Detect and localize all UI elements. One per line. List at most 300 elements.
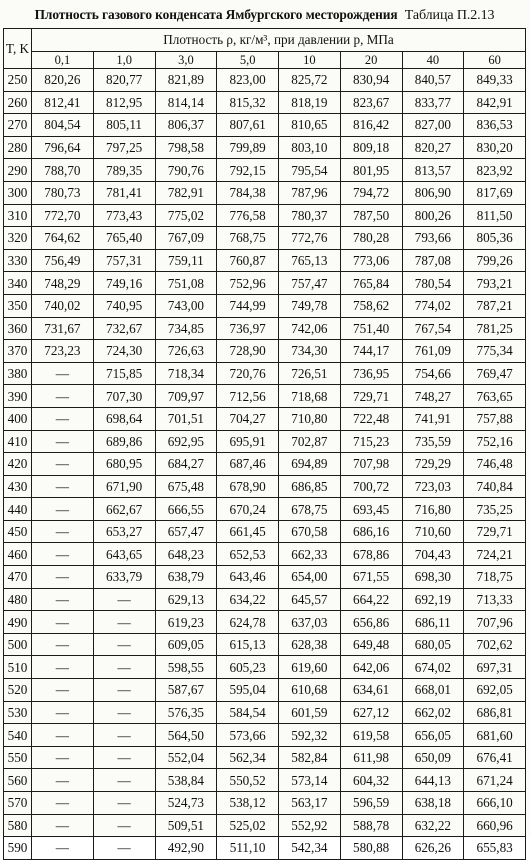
density-cell: 695,91 <box>217 430 279 453</box>
density-cell: 801,95 <box>340 159 402 182</box>
temperature-cell: 350 <box>4 294 32 317</box>
density-cell: 752,16 <box>464 430 526 453</box>
table-row <box>4 294 526 317</box>
density-cell: 644,13 <box>402 769 464 792</box>
density-cell: 809,18 <box>340 136 402 159</box>
density-cell: 729,29 <box>402 453 464 476</box>
density-cell: 849,33 <box>464 69 526 92</box>
density-cell: 723,23 <box>32 340 94 363</box>
density-cell: 707,96 <box>464 611 526 634</box>
density-cell: 563,17 <box>279 792 341 815</box>
density-cell: 680,05 <box>402 633 464 656</box>
table-body <box>4 69 526 860</box>
density-cell: 664,22 <box>340 588 402 611</box>
density-cell: — <box>93 724 155 747</box>
density-cell: 707,30 <box>93 385 155 408</box>
density-cell: 680,95 <box>93 453 155 476</box>
density-cell: 662,02 <box>402 701 464 724</box>
density-cell: 813,57 <box>402 159 464 182</box>
table-row <box>4 656 526 679</box>
density-cell: 734,30 <box>279 340 341 363</box>
density-cell: 757,47 <box>279 272 341 295</box>
density-cell: 842,91 <box>464 91 526 114</box>
density-cell: 749,78 <box>279 294 341 317</box>
density-cell: — <box>32 769 94 792</box>
temperature-cell: 290 <box>4 159 32 182</box>
density-cell: — <box>93 633 155 656</box>
density-cell: 634,22 <box>217 588 279 611</box>
density-cell: — <box>93 611 155 634</box>
density-cell: 619,23 <box>155 611 217 634</box>
density-cell: — <box>32 588 94 611</box>
density-cell: — <box>32 701 94 724</box>
table-row <box>4 633 526 656</box>
pressure-header: 10 <box>279 52 341 69</box>
density-cell: 736,95 <box>340 362 402 385</box>
density-cell: 648,23 <box>155 543 217 566</box>
density-cell: 704,27 <box>217 407 279 430</box>
density-cell: 726,63 <box>155 340 217 363</box>
density-cell: 723,03 <box>402 475 464 498</box>
table-row <box>4 362 526 385</box>
density-cell: 692,95 <box>155 430 217 453</box>
density-cell: 780,73 <box>32 181 94 204</box>
density-cell: 715,85 <box>93 362 155 385</box>
table-row <box>4 272 526 295</box>
table-row <box>4 543 526 566</box>
density-cell: 758,62 <box>340 294 402 317</box>
table-title: Плотность газового конденсата Ямбургского месторождения <box>34 7 398 22</box>
density-cell: — <box>32 543 94 566</box>
table-row <box>4 701 526 724</box>
density-cell: — <box>32 407 94 430</box>
density-cell: 744,17 <box>340 340 402 363</box>
density-cell: 698,30 <box>402 566 464 589</box>
density-cell: — <box>32 498 94 521</box>
density-cell: 598,55 <box>155 656 217 679</box>
density-cell: 678,86 <box>340 543 402 566</box>
density-cell: 788,70 <box>32 159 94 182</box>
table-number-label: Таблица П.2.13 <box>404 8 495 23</box>
density-cell: 742,06 <box>279 317 341 340</box>
density-cell: 686,81 <box>464 701 526 724</box>
density-cell: 573,66 <box>217 724 279 747</box>
density-cell: 794,72 <box>340 181 402 204</box>
density-cell: 793,66 <box>402 227 464 250</box>
row-header-temperature: T, K <box>4 29 32 69</box>
density-cell: 805,36 <box>464 227 526 250</box>
density-cell: 654,00 <box>279 566 341 589</box>
density-cell: — <box>32 746 94 769</box>
density-cell: 713,33 <box>464 588 526 611</box>
density-cell: 815,32 <box>217 91 279 114</box>
density-cell: 718,75 <box>464 566 526 589</box>
density-cell: 811,50 <box>464 204 526 227</box>
density-cell: 681,60 <box>464 724 526 747</box>
temperature-cell: 300 <box>4 181 32 204</box>
table-row <box>4 340 526 363</box>
density-cell: — <box>32 724 94 747</box>
pressure-header: 3,0 <box>155 52 217 69</box>
table-row <box>4 475 526 498</box>
density-cell: — <box>32 837 94 860</box>
density-cell: 611,98 <box>340 746 402 769</box>
density-cell: 741,91 <box>402 407 464 430</box>
temperature-cell: 390 <box>4 385 32 408</box>
density-cell: 768,75 <box>217 227 279 250</box>
density-cell: 701,51 <box>155 407 217 430</box>
density-cell: 740,95 <box>93 294 155 317</box>
density-cell: 615,13 <box>217 633 279 656</box>
density-cell: — <box>32 656 94 679</box>
density-cell: 749,16 <box>93 272 155 295</box>
density-cell: 718,34 <box>155 362 217 385</box>
density-cell: — <box>32 679 94 702</box>
temperature-cell: 540 <box>4 724 32 747</box>
temperature-cell: 470 <box>4 566 32 589</box>
temperature-cell: 480 <box>4 588 32 611</box>
density-cell: 797,25 <box>93 136 155 159</box>
temperature-cell: 570 <box>4 792 32 815</box>
density-cell: 562,34 <box>217 746 279 769</box>
temperature-cell: 410 <box>4 430 32 453</box>
density-cell: 718,68 <box>279 385 341 408</box>
table-row <box>4 69 526 92</box>
density-cell: 780,54 <box>402 272 464 295</box>
density-cell: 552,04 <box>155 746 217 769</box>
density-cell: 601,59 <box>279 701 341 724</box>
density-cell: 675,48 <box>155 475 217 498</box>
density-cell: 744,99 <box>217 294 279 317</box>
density-cell: 670,24 <box>217 498 279 521</box>
density-cell: 509,51 <box>155 814 217 837</box>
temperature-cell: 320 <box>4 227 32 250</box>
density-cell: 787,50 <box>340 204 402 227</box>
temperature-cell: 560 <box>4 769 32 792</box>
density-cell: — <box>93 746 155 769</box>
density-cell: 704,43 <box>402 543 464 566</box>
pressure-header: 1,0 <box>93 52 155 69</box>
density-cell: 800,26 <box>402 204 464 227</box>
density-cell: 821,89 <box>155 69 217 92</box>
density-cell: 780,37 <box>279 204 341 227</box>
density-cell: 588,78 <box>340 814 402 837</box>
density-cell: 697,31 <box>464 656 526 679</box>
temperature-cell: 520 <box>4 679 32 702</box>
density-cell: 765,13 <box>279 249 341 272</box>
temperature-cell: 250 <box>4 69 32 92</box>
density-cell: 781,41 <box>93 181 155 204</box>
density-cell: 707,98 <box>340 453 402 476</box>
density-cell: 524,73 <box>155 792 217 815</box>
density-cell: 810,65 <box>279 114 341 137</box>
density-cell: 671,55 <box>340 566 402 589</box>
density-cell: 796,64 <box>32 136 94 159</box>
density-cell: 823,92 <box>464 159 526 182</box>
density-cell: 767,09 <box>155 227 217 250</box>
density-cell: — <box>93 792 155 815</box>
density-cell: 643,46 <box>217 566 279 589</box>
density-cell: 674,02 <box>402 656 464 679</box>
density-cell: 678,75 <box>279 498 341 521</box>
density-cell: 765,84 <box>340 272 402 295</box>
table-row <box>4 385 526 408</box>
density-cell: 772,70 <box>32 204 94 227</box>
density-cell: 573,14 <box>279 769 341 792</box>
density-cell: 743,00 <box>155 294 217 317</box>
pressure-header: 60 <box>464 52 526 69</box>
density-cell: 757,88 <box>464 407 526 430</box>
density-cell: 582,84 <box>279 746 341 769</box>
density-cell: 775,34 <box>464 340 526 363</box>
table-row <box>4 453 526 476</box>
density-cell: 769,47 <box>464 362 526 385</box>
temperature-cell: 430 <box>4 475 32 498</box>
density-cell: 542,34 <box>279 837 341 860</box>
density-cell: — <box>32 633 94 656</box>
density-cell: 702,62 <box>464 633 526 656</box>
temperature-cell: 590 <box>4 837 32 860</box>
density-cell: 712,56 <box>217 385 279 408</box>
density-cell: 657,47 <box>155 520 217 543</box>
density-cell: 698,64 <box>93 407 155 430</box>
density-cell: 735,59 <box>402 430 464 453</box>
density-cell: — <box>32 430 94 453</box>
temperature-cell: 550 <box>4 746 32 769</box>
density-cell: 692,19 <box>402 588 464 611</box>
table-row <box>4 407 526 430</box>
table-row <box>4 679 526 702</box>
density-cell: 592,32 <box>279 724 341 747</box>
density-cell: 736,97 <box>217 317 279 340</box>
density-cell: 550,52 <box>217 769 279 792</box>
temperature-cell: 380 <box>4 362 32 385</box>
table-row <box>4 317 526 340</box>
density-cell: 820,26 <box>32 69 94 92</box>
density-cell: 735,25 <box>464 498 526 521</box>
table-row <box>4 430 526 453</box>
density-cell: 840,57 <box>402 69 464 92</box>
density-cell: 538,12 <box>217 792 279 815</box>
table-caption <box>3 2 526 28</box>
density-cell: 584,54 <box>217 701 279 724</box>
density-cell: 671,24 <box>464 769 526 792</box>
density-cell: 709,97 <box>155 385 217 408</box>
density-cell: 726,51 <box>279 362 341 385</box>
density-cell: 564,50 <box>155 724 217 747</box>
density-cell: 626,26 <box>402 837 464 860</box>
temperature-cell: 340 <box>4 272 32 295</box>
density-cell: 686,11 <box>402 611 464 634</box>
table-row <box>4 204 526 227</box>
density-cell: 650,09 <box>402 746 464 769</box>
density-cell: 767,54 <box>402 317 464 340</box>
temperature-cell: 510 <box>4 656 32 679</box>
density-cell: 789,35 <box>93 159 155 182</box>
density-cell: 666,10 <box>464 792 526 815</box>
density-cell: 799,89 <box>217 136 279 159</box>
density-cell: — <box>32 611 94 634</box>
density-cell: 763,65 <box>464 385 526 408</box>
density-cell: — <box>32 566 94 589</box>
table-row <box>4 724 526 747</box>
density-cell: 787,96 <box>279 181 341 204</box>
table-row <box>4 114 526 137</box>
density-cell: 814,14 <box>155 91 217 114</box>
table-row <box>4 611 526 634</box>
density-cell: 827,00 <box>402 114 464 137</box>
density-cell: 748,27 <box>402 385 464 408</box>
density-cell: 780,28 <box>340 227 402 250</box>
density-cell: 812,95 <box>93 91 155 114</box>
table-row <box>4 520 526 543</box>
temperature-cell: 400 <box>4 407 32 430</box>
density-cell: — <box>93 656 155 679</box>
density-cell: 716,80 <box>402 498 464 521</box>
density-cell: 689,86 <box>93 430 155 453</box>
density-cell: 670,58 <box>279 520 341 543</box>
density-cell: 511,10 <box>217 837 279 860</box>
temperature-cell: 580 <box>4 814 32 837</box>
table-row <box>4 498 526 521</box>
table-row <box>4 814 526 837</box>
density-cell: 817,69 <box>464 181 526 204</box>
density-cell: 806,37 <box>155 114 217 137</box>
density-cell: — <box>93 769 155 792</box>
density-cell: 761,09 <box>402 340 464 363</box>
table-row <box>4 227 526 250</box>
density-cell: 740,84 <box>464 475 526 498</box>
density-cell: 604,32 <box>340 769 402 792</box>
density-cell: — <box>32 362 94 385</box>
temperature-cell: 530 <box>4 701 32 724</box>
density-cell: 790,76 <box>155 159 217 182</box>
density-cell: 752,96 <box>217 272 279 295</box>
density-cell: — <box>93 837 155 860</box>
density-cell: 624,78 <box>217 611 279 634</box>
density-cell: 823,00 <box>217 69 279 92</box>
density-cell: 722,48 <box>340 407 402 430</box>
temperature-cell: 460 <box>4 543 32 566</box>
density-cell: 662,67 <box>93 498 155 521</box>
density-cell: 805,11 <box>93 114 155 137</box>
density-cell: 668,01 <box>402 679 464 702</box>
density-cell: 595,04 <box>217 679 279 702</box>
temperature-cell: 280 <box>4 136 32 159</box>
density-cell: 734,85 <box>155 317 217 340</box>
density-cell: 812,41 <box>32 91 94 114</box>
density-cell: 638,18 <box>402 792 464 815</box>
density-cell: 751,40 <box>340 317 402 340</box>
temperature-cell: 440 <box>4 498 32 521</box>
temperature-cell: 490 <box>4 611 32 634</box>
density-cell: 656,86 <box>340 611 402 634</box>
density-cell: 772,76 <box>279 227 341 250</box>
density-cell: — <box>32 814 94 837</box>
pressure-header: 5,0 <box>217 52 279 69</box>
density-cell: 619,58 <box>340 724 402 747</box>
density-cell: 627,12 <box>340 701 402 724</box>
density-cell: 806,90 <box>402 181 464 204</box>
density-cell: — <box>93 679 155 702</box>
density-cell: 687,46 <box>217 453 279 476</box>
density-cell: 746,48 <box>464 453 526 476</box>
temperature-cell: 500 <box>4 633 32 656</box>
density-cell: 729,71 <box>464 520 526 543</box>
density-cell: — <box>32 475 94 498</box>
density-cell: 656,05 <box>402 724 464 747</box>
density-cell: 660,96 <box>464 814 526 837</box>
density-cell: 823,67 <box>340 91 402 114</box>
density-cell: 649,48 <box>340 633 402 656</box>
density-cell: 724,21 <box>464 543 526 566</box>
density-cell: 676,41 <box>464 746 526 769</box>
density-cell: 538,84 <box>155 769 217 792</box>
table-row <box>4 249 526 272</box>
density-cell: 720,76 <box>217 362 279 385</box>
density-cell: 776,58 <box>217 204 279 227</box>
density-cell: 784,38 <box>217 181 279 204</box>
density-cell: 643,65 <box>93 543 155 566</box>
density-cell: 609,05 <box>155 633 217 656</box>
temperature-cell: 270 <box>4 114 32 137</box>
density-cell: — <box>32 792 94 815</box>
density-cell: 830,20 <box>464 136 526 159</box>
density-cell: 684,27 <box>155 453 217 476</box>
density-cell: — <box>93 701 155 724</box>
density-cell: 799,26 <box>464 249 526 272</box>
density-cell: 830,94 <box>340 69 402 92</box>
density-cell: 787,21 <box>464 294 526 317</box>
density-cell: 759,11 <box>155 249 217 272</box>
density-cell: 836,53 <box>464 114 526 137</box>
density-cell: 751,08 <box>155 272 217 295</box>
density-cell: 671,90 <box>93 475 155 498</box>
temperature-cell: 450 <box>4 520 32 543</box>
pressure-header: 20 <box>340 52 402 69</box>
density-cell: 732,67 <box>93 317 155 340</box>
table-row <box>4 588 526 611</box>
density-cell: 652,53 <box>217 543 279 566</box>
density-cell: 748,29 <box>32 272 94 295</box>
density-cell: 702,87 <box>279 430 341 453</box>
density-cell: 825,72 <box>279 69 341 92</box>
table-row <box>4 746 526 769</box>
group-header-density: Плотность ρ, кг/м³, при давлении p, МПа <box>32 29 526 52</box>
density-cell: 619,60 <box>279 656 341 679</box>
pressure-header: 40 <box>402 52 464 69</box>
table-row <box>4 769 526 792</box>
table-row <box>4 136 526 159</box>
density-cell: — <box>32 453 94 476</box>
density-cell: 760,87 <box>217 249 279 272</box>
temperature-cell: 330 <box>4 249 32 272</box>
density-cell: 666,55 <box>155 498 217 521</box>
density-table <box>3 28 526 860</box>
density-cell: 655,83 <box>464 837 526 860</box>
density-cell: 638,79 <box>155 566 217 589</box>
density-cell: 798,58 <box>155 136 217 159</box>
density-cell: 552,92 <box>279 814 341 837</box>
density-cell: 764,62 <box>32 227 94 250</box>
density-cell: 637,03 <box>279 611 341 634</box>
density-cell: 820,27 <box>402 136 464 159</box>
density-cell: 576,35 <box>155 701 217 724</box>
density-cell: 628,38 <box>279 633 341 656</box>
density-cell: 642,06 <box>340 656 402 679</box>
density-cell: 775,02 <box>155 204 217 227</box>
density-cell: 782,91 <box>155 181 217 204</box>
